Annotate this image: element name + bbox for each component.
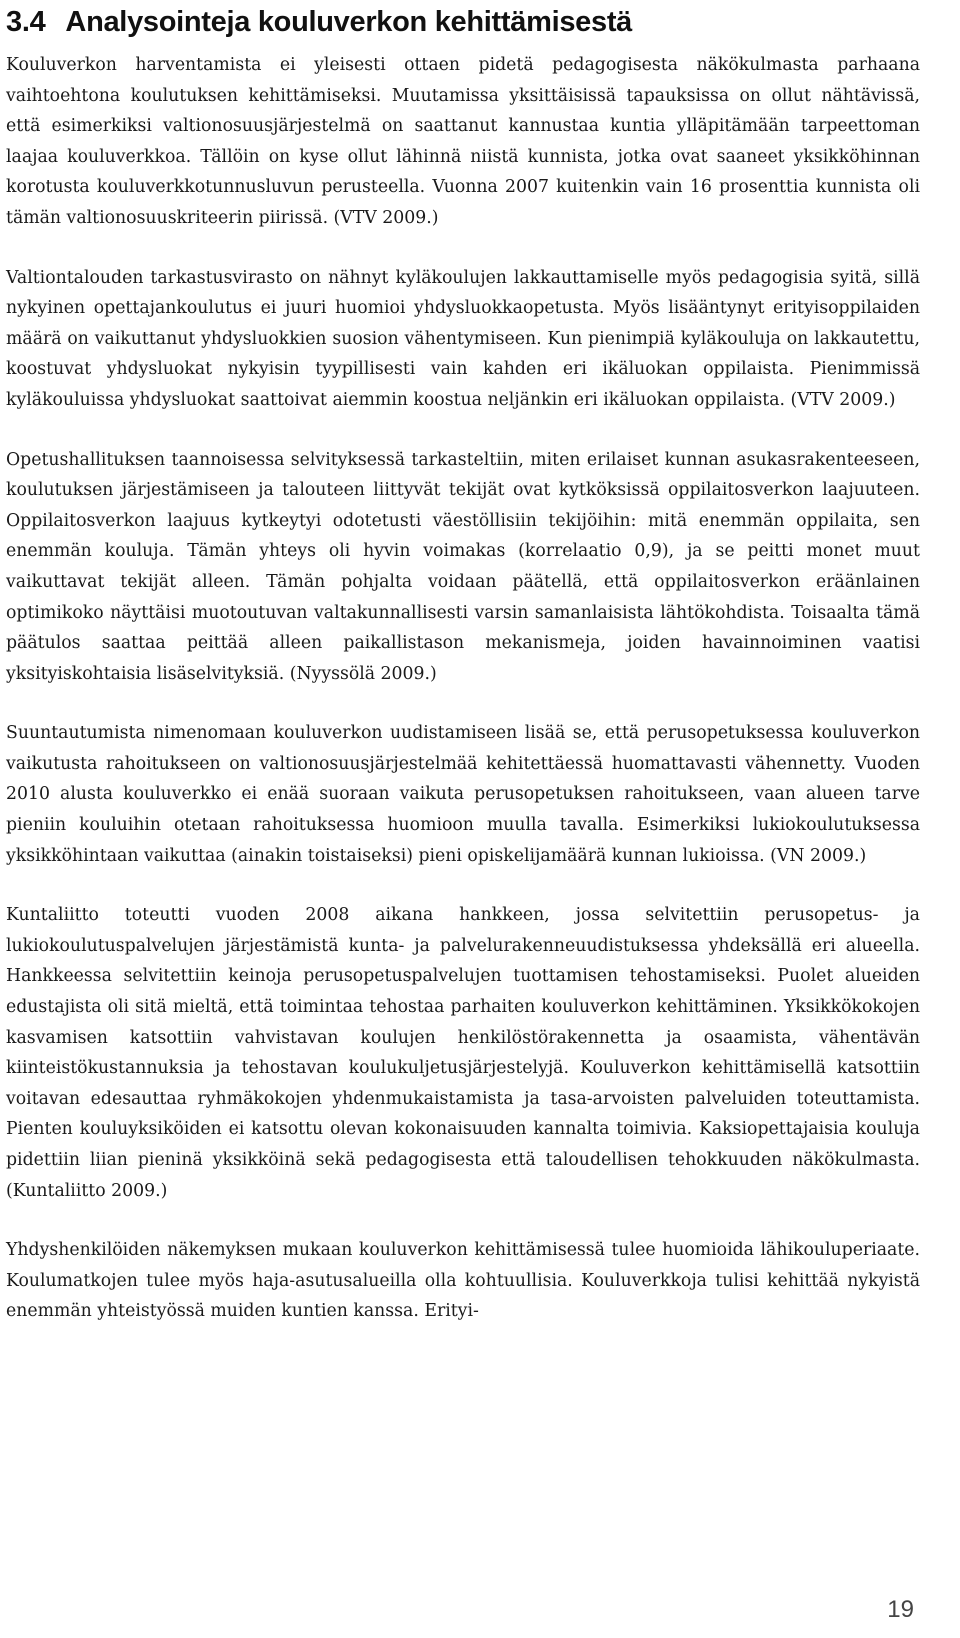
paragraph-2: Valtiontalouden tarkastusvirasto on nähnyt kyläkoulujen lakkauttamiselle myös pedagogisia syitä, sillä nykyinen opettajankoulutus ei juuri huomioi yhdysluokkaopetusta. Myös lisääntynyt erityisoppilaiden määrä on vaikuttanut yhdysluokkien suosion vähentymiseen. Kun pienimpiä kyläkouluja on lakkautettu, koostuvat yhdysluokat nykyisin tyypillisesti vain kahden eri ikäluokan oppilaista. Pienimmissä kyläkouluissa yhdysluokat saattoivat aiemmin koostua neljänkin eri ikäluokan oppilaista. (VTV 2009.) [6, 267, 920, 410]
paragraph-3: Opetushallituksen taannoisessa selvityksessä tarkasteltiin, miten erilaiset kunnan asukasrakenteeseen, koulutuksen järjestämiseen ja talouteen liittyvät tekijät ovat kytköksissä oppilaitosverkon laajuuteen. Oppilaitosverkon laajuus kytkeytyi odotetusti väestöllisiin tekijöihin: mitä enemmän oppilaita, sen enemmän kouluja. Tämän yhteys oli hyvin voimakas (korrelaatio 0,9), ja se peitti monet muut vaikuttavat tekijät alleen. Tämän pohjalta voidaan päätellä, että oppilaitosverkon eräänlainen optimikoko näyttäisi muotoutuvan valtakunnallisesti varsin samanlaisista lähtökohdista. Toisaalta tämä päätulos saattaa peittää alleen paikallistason mekanismeja, joiden havainnoiminen vaatisi yksityiskohtaisia lisäselvityksiä. (Nyyssölä 2009.) [6, 449, 920, 684]
section-title: Analysointeja kouluverkon kehittämisestä [65, 5, 633, 38]
page-number: 19 [887, 1596, 914, 1623]
body-text [6, 50, 920, 1327]
paragraph-1: Kouluverkon harventamista ei yleisesti ottaen pidetä pedagogisesta näkökulmasta parhaana vaihtoehtona koulutuksen kehittämiseksi. Muutamissa yksittäisissä tapauksissa on ollut nähtävissä, että esimerkiksi valtionosuusjärjestelmä on saattanut kannustaa kuntia ylläpitämään tarpeettoman laajaa kouluverkkoa. Tällöin on kyse ollut lähinnä niistä kunnista, jotka ovat saaneet yksikköhinnan korotusta kouluverkkotunnusluvun perusteella. Vuonna 2007 kuitenkin vain 16 prosenttia kunnista oli tämän valtionosuuskriteerin piirissä. (VTV 2009.) [6, 55, 920, 228]
paragraph-6: Yhdyshenkilöiden näkemyksen mukaan kouluverkon kehittämisessä tulee huomioida lähikouluperiaate. Koulumatkojen tulee myös haja-asutusalueilla olla kohtuullisia. Kouluverkkoja tulisi kehittää nykyistä enemmän yhteistyössä muiden kuntien kanssa. Erityi- [6, 1240, 920, 1322]
paragraph-5: Kuntaliitto toteutti vuoden 2008 aikana hankkeen, jossa selvitettiin perusopetus- ja lukiokoulutuspalvelujen järjestämistä kunta- ja palvelurakenneuudistuksessa yhdeksällä eri alueella. Hankkeessa selvitettiin keinoja perusopetuspalvelujen tuottamisen tehostamiseksi. Puolet alueiden edustajista oli sitä mieltä, että toimintaa tehostaa parhaiten kouluverkon kehittäminen. Yksikkökokojen kasvamisen katsottiin vahvistavan koulujen henkilöstörakennetta ja osaamista, vähentävän kiinteistökustannuksia ja tehostavan koulukuljetusjärjestelyjä. Kouluverkon kehittämisellä katsottiin voitavan edesauttaa ryhmäkokojen yhdenmukaistamista ja tasa-arvoisten palveluiden toteuttamista. Pienten kouluyksiköiden ei katsottu olevan kokonaisuuden kannalta toimivia. Kaksiopettajaisia kouluja pidettiin liian pieninä yksikköinä sekä pedagogisesta että taloudellisen tehokkuuden näkökulmasta. (Kuntaliitto 2009.) [6, 905, 920, 1201]
section-number: 3.4 [6, 5, 46, 38]
paragraph-4: Suuntautumista nimenomaan kouluverkon uudistamiseen lisää se, että perusopetuksessa kouluverkon vaikutusta rahoitukseen on valtionosuusjärjestelmää kehitettäessä huomattavasti vähennetty. Vuoden 2010 alusta kouluverkko ei enää suoraan vaikuta perusopetuksen rahoitukseen, vaan alueen tarve pieniin kouluihin otetaan rahoituksessa huomioon muulla tavalla. Esimerkiksi lukiokoulutuksessa yksikköhintaan vaikuttaa (ainakin toistaiseksi) pieni opiskelijamäärä kunnan lukioissa. (VN 2009.) [6, 723, 920, 866]
document-page [6, 0, 920, 1356]
section-heading [6, 0, 920, 42]
